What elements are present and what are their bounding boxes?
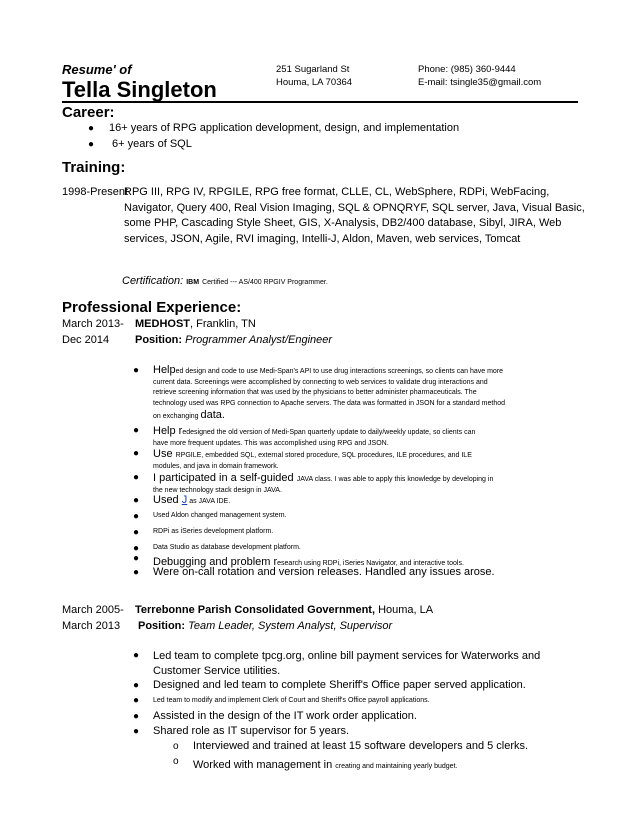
resume-of-label: Resume' of [62,62,132,77]
job1-bullet: Help redesigned the old version of Medi-Span quarterly update to daily/weekly update, so clients can have more frequent updates. This was accomplished using RPG and JSON. [153,425,476,447]
experience-heading: Professional Experience: [62,299,242,316]
job2-location: Houma, LA [375,604,434,616]
job1-bullet: Debugging and problem research using RDPi, iSeries Navigator, and interactive tools. [153,556,464,568]
job1-bullet: Used Aldon changed management system. [153,512,287,519]
job1-bullet: I participated in a self-guided JAVA class. I was able to apply this knowledge by developing in the new technology stack design in JAVA. [153,472,494,494]
job2-position: Team Leader, System Analyst [188,620,334,632]
job2-date-end: March 2013 [62,620,121,632]
job2-sub-bullet: Worked with management in creating and maintaining yearly budget. [193,759,458,771]
job2-sub-bullet: Interviewed and trained at least 15 software developers and 5 clerks. [193,740,529,752]
job2-position-tail: , Supervisor [333,620,393,632]
training-skills: RPG III, RPG IV, RPGILE, RPG free format, CLLE, CL, WebSphere, RDPi, WebFacing, Navigator, Query 400, Real Vision Imaging, SQL & OPNQRYF, SQL server, Java, Visual Basic, some PHP, Cascading Style Sheet, GIS, X-Analysis, DB2/400 database, Sibyl, JIRA, Web services, JSON, Agile, RVI imaging, Intelli-J, Aldon, Maven, web services, Tomcat [124,186,585,245]
job2-employer: Terrebonne Parish Consolidated Government, [135,604,376,616]
job2-bullet: Shared role as IT supervisor for 5 years. [153,725,350,737]
job1-position-label: Position: [135,334,183,346]
job2-position-line [138,620,392,632]
bullet-icon: ● [133,695,140,706]
job2-date-start: March 2005- [62,604,124,616]
job1-position-line [135,334,332,346]
header-divider [62,101,578,103]
job2-bullet: Assisted in the design of the IT work order application. [153,710,417,722]
ide-link[interactable]: J [181,494,188,506]
address-line2: Houma, LA 70364 [276,77,353,88]
career-heading: Career: [62,104,115,121]
training-heading: Training: [62,159,126,176]
bullet-icon: ● [133,425,140,436]
email: E-mail: tsingle35@gmail.com [418,77,542,88]
job1-date-end: Dec 2014 [62,334,110,346]
bullet-icon: ● [88,123,95,134]
job1-bullet: Were on-call rotation and version releases. Handled any issues arose. [153,566,495,578]
job1-employer-line [135,318,256,330]
contact-block [418,63,541,89]
career-item: 16+ years of RPG application development, design, and implementation [109,122,460,134]
phone: Phone: (985) 360-9444 [418,64,516,75]
career-item: 6+ years of SQL [109,138,192,150]
bullet-icon: ● [133,543,140,554]
cert-ibm: IBM [186,279,200,286]
address-block [276,63,352,89]
circle-bullet-icon: o [173,741,179,752]
job1-bullet: RDPi as iSeries development platform. [153,528,274,535]
job2-position-label: Position: [138,620,186,632]
job2-bullet: Led team to complete tpcg.org, online bill payment services for Waterworks and Customer Service utilities. [153,650,541,677]
cert-text: Certified --- AS/400 RPGIV Programmer. [202,279,328,286]
job1-position: Programmer Analyst/Engineer [185,334,333,346]
bullet-icon: ● [133,448,140,459]
training-years: 1998-Present [62,186,129,198]
bullet-icon: ● [133,711,140,722]
job2-bullet: Led team to modify and implement Clerk of Court and Sheriff's Office payroll applications. [153,697,430,704]
bullet-icon: ● [133,726,140,737]
bullet-icon: ● [133,553,140,564]
job1-location: , Franklin, TN [190,318,256,330]
job2-employer-line [135,604,433,616]
bullet-icon: ● [133,511,140,522]
job1-date-start: March 2013- [62,318,124,330]
bullet-icon: ● [133,650,140,661]
job1-bullet: Use RPGILE, embedded SQL, external stored procedure, SQL procedures, ILE procedures, and ILE modules, and java in domain framework. [153,448,472,470]
job1-employer: MEDHOST [135,318,190,330]
bullet-icon: ● [88,139,95,150]
circle-bullet-icon: o [173,756,179,767]
bullet-icon: ● [133,527,140,538]
address-line1: 251 Sugarland St [276,64,350,75]
bullet-icon: ● [133,567,140,578]
job2-bullet: Designed and led team to complete Sheriff's Office paper served application. [153,679,526,691]
job1-bullet: Used J as JAVA IDE. [153,494,231,506]
bullet-icon: ● [133,680,140,691]
bullet-icon: ● [133,472,140,483]
bullet-icon: ● [133,365,140,376]
bullet-icon: ● [133,495,140,506]
cert-label: Certification: [122,275,184,287]
candidate-name: Tella Singleton [62,77,217,102]
certification [122,275,328,287]
job1-bullet: Data Studio as database development platform. [153,544,301,551]
job1-bullet: Helped design and code to use Medi-Span's API to use drug interactions screenings, so clients can have more current data. Screenings were accomplished by connecting to web services to validate drug interactions and retrieve screening information that was used by the physicians to better administer pharmaceuticals. The technology used was RPG connection to Apache servers. The data was formatted in JSON for a standard method on exchanging data. [153,364,506,421]
